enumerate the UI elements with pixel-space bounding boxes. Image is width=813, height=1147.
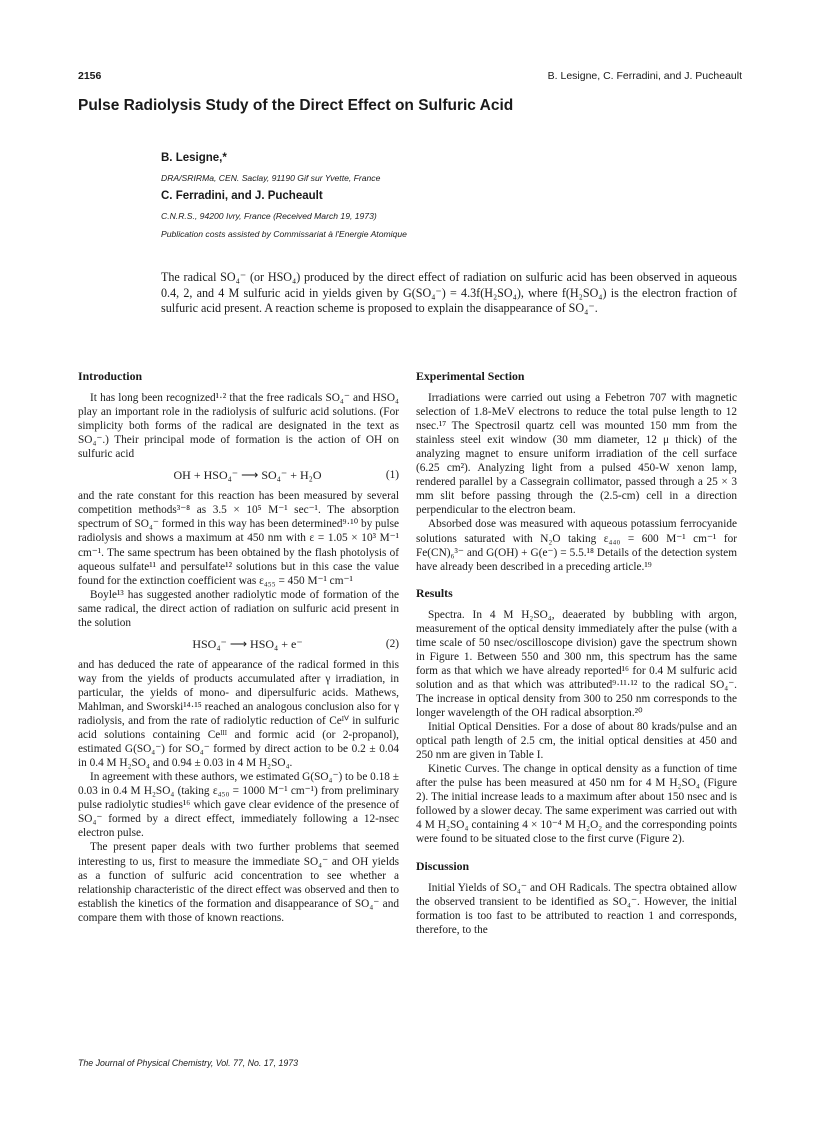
author-1-affiliation: DRA/SRIRMa, CEN. Saclay, 91190 Gif sur Yvette, France <box>161 173 381 183</box>
left-column <box>78 369 399 925</box>
equation-1-number: (1) <box>385 469 399 482</box>
equation-1 <box>78 468 399 482</box>
experimental-heading: Experimental Section <box>416 369 525 383</box>
intro-paragraph-3: Boyle¹³ has suggested another radiolytic mode of formation of the same radical, the direct action of radiation on sulfuric acid present in the solution <box>78 588 399 629</box>
equation-2-expression: HSO₄⁻ ⟶ HSO₄ + e⁻ <box>192 636 303 651</box>
publication-note: Publication costs assisted by Commissariat à l'Energie Atomique <box>161 229 407 239</box>
right-column <box>416 369 737 937</box>
experimental-paragraph-1: Irradiations were carried out using a Febetron 707 with magnetic selection of 1.8-MeV electrons to reduce the total pulse length to 12 nsec.¹⁷ The Spectrosil quartz cell was mounted 150 mm from the stainless steel exit window (30 mm diameter, 12 μ thick) of the analyzing magnet to ensure uniform irradiation of the cell surface (6.25 cm²). Analyzing light from a pulsed 450-W xenon lamp, rendered parallel by a Cassegrain collimator, passed through a 25 × 3 mm slit before passing through the (2.5-cm) cell in a direction perpendicular to the electron beam. <box>416 392 737 517</box>
equation-1-expression: OH + HSO₄⁻ ⟶ SO₄⁻ + H₂O <box>173 468 322 483</box>
author-2-affiliation: C.N.R.S., 94200 Ivry, France (Received March 19, 1973) <box>161 211 377 221</box>
intro-paragraph-1: It has long been recognized¹·² that the free radicals SO₄⁻ and HSO₄ play an important role in the radiolysis of sulfuric acid solutions. (For simplicity both forms of the radical are designated in the text as SO₄⁻.) Their principal mode of formation is the action of OH on sulfuric acid <box>78 392 399 461</box>
equation-2-number: (2) <box>385 637 399 650</box>
intro-paragraph-4: and has deduced the rate of appearance of the radical formed in this way from the yields of products accumulated after γ irradiation, in particular, the yields of mono- and dipersulfuric acids. Mathews, Mahlman, and Sworski¹⁴·¹⁵ reached an analogous conclusion also for γ radiolysis, and from the rate of radiolytic reduction of Ceᴵⱽ in sulfuric acid solutions containing Ceᴵᴵᴵ and formic acid (or 2-propanol), estimated G(SO₄⁻) for SO₄⁻ formed by direct action to be 0.2 ± 0.04 in 0.4 M H₂SO₄ and 0.94 ± 0.03 in 4 M H₂SO₄. <box>78 658 399 770</box>
page-number: 2156 <box>78 70 102 82</box>
discussion-heading: Discussion <box>416 858 470 873</box>
equation-2 <box>78 637 399 651</box>
intro-paragraph-5: In agreement with these authors, we estimated G(SO₄⁻) to be 0.18 ± 0.03 in 0.4 M H₂SO₄ (taking ε₄₅₀ = 1000 M⁻¹ cm⁻¹) from preliminary pulse radiolytic studies¹⁶ which gave clear evidence of the presence of SO₄⁻ formed by a direct effect, immediately following a 12-nsec electron pulse. <box>78 771 399 840</box>
discussion-paragraph-1: Initial Yields of SO₄⁻ and OH Radicals. The spectra obtained allow the observed transient to be identified as SO₄⁻. However, the initial formation is too fast to be attributed to reaction 1 and corresponds, therefore, to the <box>416 881 737 936</box>
results-paragraph-spectra: Spectra. In 4 M H₂SO₄, deaerated by bubbling with argon, measurement of the optical density immediately after the pulse (with a time scale of 50 nsec/oscilloscope division) gave the spectrum shown in Figure 1. Between 550 and 300 nm, this spectrum has the same form as that which we have already reported¹⁶ for 0.4 M sulfuric acid solution and as that which was attributed⁹·¹¹·¹² to the radical SO₄⁻. The increase in optical density from 300 to 250 nm corresponds to the longer wavelength of the OH radical absorption.²⁰ <box>416 608 737 720</box>
intro-paragraph-2: and the rate constant for this reaction has been measured by several competition methods³⁻⁸ as 3.5 × 10⁵ M⁻¹ sec⁻¹. The absorption spectrum of SO₄⁻ formed in this way has been determined⁹·¹⁰ by pulse radiolysis and shows a maximum at 450 nm with ε = 1.05 × 10³ M⁻¹ cm⁻¹. The same spectrum has been obtained by the flash photolysis of aqueous sulfate¹¹ and persulfate¹² solutions but in this case the value found for the extinction coefficient was ε₄₅₅ = 450 M⁻¹ cm⁻¹ <box>78 490 399 587</box>
author-2-name: C. Ferradini, and J. Pucheault <box>161 190 323 202</box>
intro-paragraph-6: The present paper deals with two further problems that seemed interesting to us, first to measure the immediate SO₄⁻ and OH yields as a function of sulfuric acid concentration to see whether a relationship characteristic of the direct effect was observed and then to establish the kinetics of the formation and disappearance of SO₄⁻ and compare them with those of known reactions. <box>78 841 399 924</box>
introduction-heading: Introduction <box>78 369 143 383</box>
results-heading: Results <box>416 585 453 600</box>
experimental-paragraph-2: Absorbed dose was measured with aqueous potassium ferrocyanide solutions saturated with N₂O taking ε₄₄₀ = 600 M⁻¹ cm⁻¹ for Fe(CN)₆³⁻ and G(OH) + G(e⁻) = 5.5.¹⁸ Details of the detection system have already been described in a preceding article.¹⁹ <box>416 518 737 573</box>
results-paragraph-optical-densities: Initial Optical Densities. For a dose of about 80 krads/pulse and an optical path length of 2.5 cm, the initial optical densities at 450 and 250 nm are given in Table I. <box>416 721 737 762</box>
abstract: The radical SO₄⁻ (or HSO₄) produced by the direct effect of radiation on sulfuric acid has been observed in aqueous 0.4, 2, and 4 M sulfuric acid in yields given by G(SO₄⁻) = 4.3f(H₂SO₄), where f(H₂SO₄) is the electron fraction of sulfuric acid present. A reaction scheme is proposed to explain the disappearance of SO₄⁻. <box>161 270 737 316</box>
author-1-name: B. Lesigne,* <box>161 152 227 164</box>
running-header-authors: B. Lesigne, C. Ferradini, and J. Pucheault <box>547 70 742 82</box>
paper-title: Pulse Radiolysis Study of the Direct Effect on Sulfuric Acid <box>78 97 514 114</box>
journal-footer: The Journal of Physical Chemistry, Vol. 77, No. 17, 1973 <box>78 1058 299 1068</box>
results-paragraph-kinetic-curves: Kinetic Curves. The change in optical density as a function of time after the pulse has been measured at 450 nm for 4 M H₂SO₄ (Figure 2). The initial increase leads to a maximum after about 150 nsec and is followed by a slower decay. The same experiment was carried out with 4 M H₂SO₄ containing 4 × 10⁻⁴ M H₂O₂ and the corresponding points were found to be situated close to the first curve (Figure 2). <box>416 763 737 846</box>
